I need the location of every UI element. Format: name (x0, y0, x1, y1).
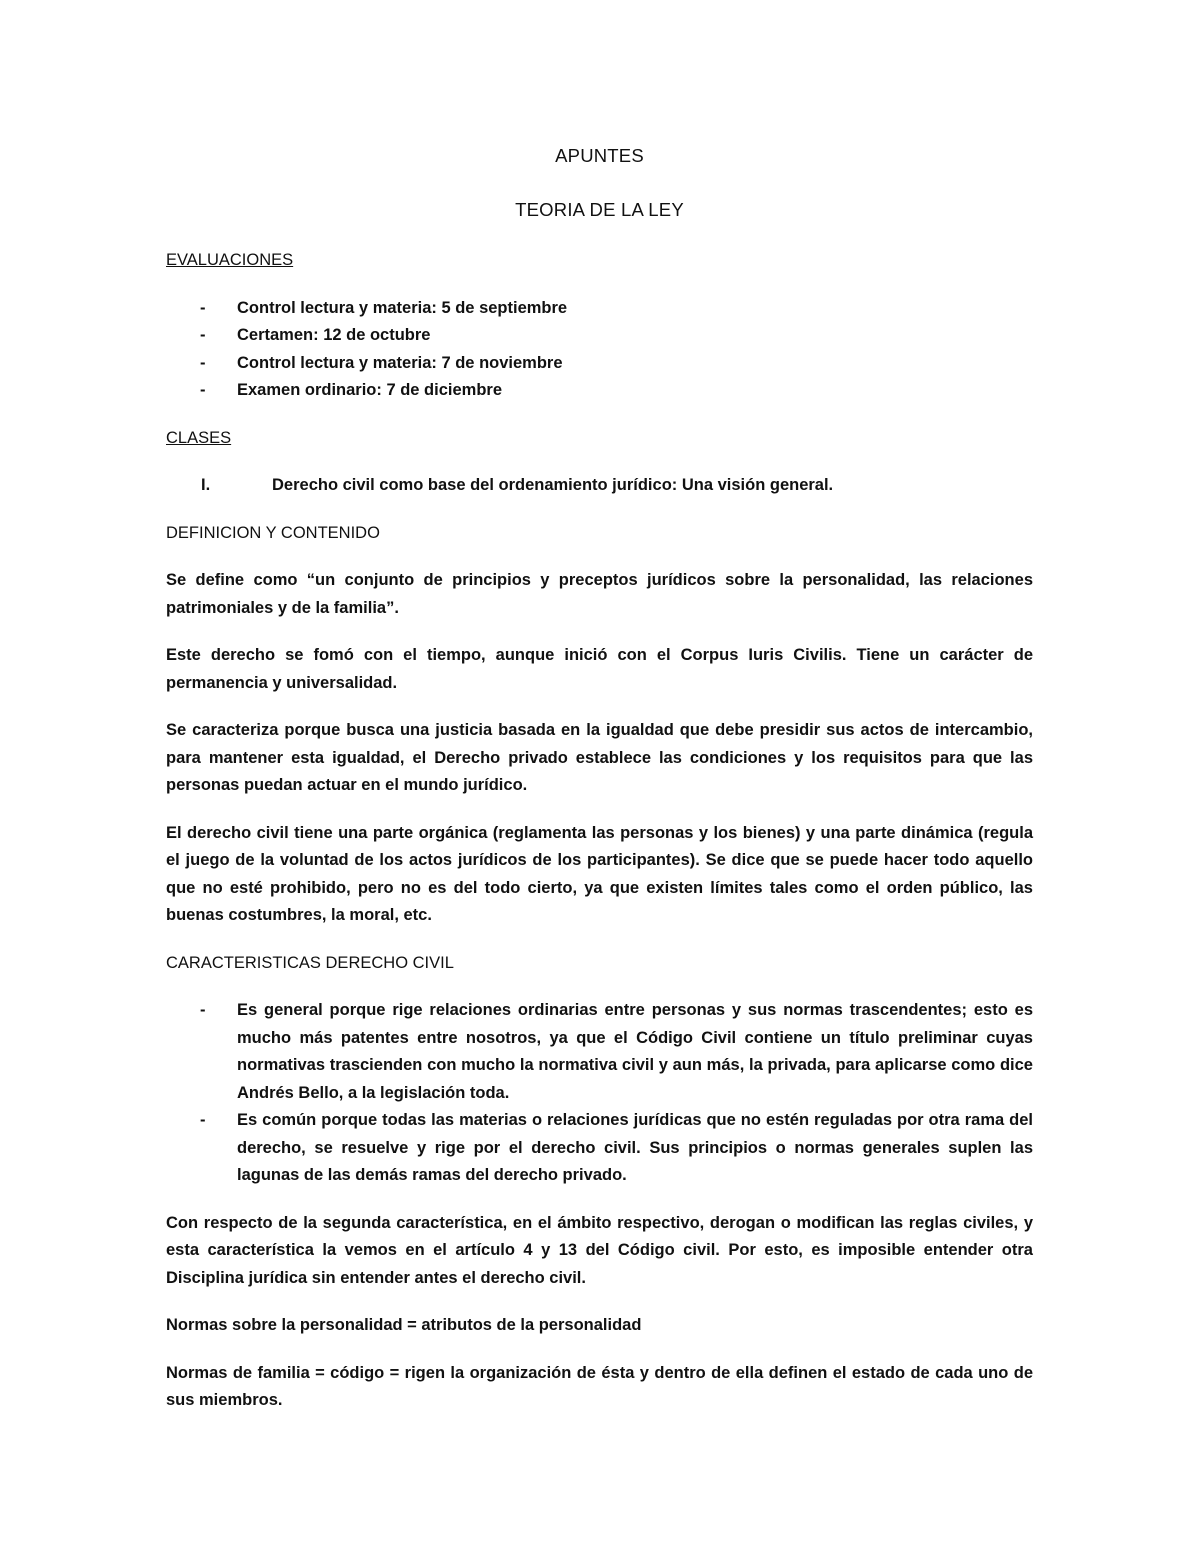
list-item (166, 322, 1033, 350)
list-item (166, 997, 1033, 1107)
list-item-text: Certamen: 12 de octubre (237, 326, 431, 344)
list-item-text: Control lectura y materia: 5 de septiembre (237, 298, 568, 317)
clase-item-text: Derecho civil como base del ordenamiento jurídico: Una visión general. (272, 476, 834, 494)
clases-heading: CLASES (166, 428, 232, 447)
paragraph-segunda-caracteristica (166, 1210, 1033, 1293)
dash-marker: - (200, 298, 206, 317)
paragraph-line: Se dice que se puede hacer todo aquello que no esté prohibido, pero no es del todo cierto, ya que existen límites tales como el orden público, las buenas costumbres, la moral, etc. (166, 851, 1033, 924)
list-item-text: Es general porque rige relaciones ordinarias entre personas y sus normas trascendentes; esto es mucho más patentes entre nosotros, ya que el Código Civil contiene un título preliminar cuyas normativas trascienden con mucho la normativa civil y aun más, la privada, para aplicarse como dice Andrés Bello, a la legislación toda. (237, 1001, 1033, 1102)
dash-marker: - (200, 326, 206, 344)
list-item-text: Control lectura y materia: 7 de noviembre (237, 353, 563, 372)
paragraph-line: Con respecto de la segunda característica, en el ámbito respectivo, derogan o modifican las reglas civiles, y esta característica la vemos en el artículo 4 y 13 del Código civil. (166, 1213, 1033, 1259)
roman-marker: I. (201, 476, 211, 494)
paragraph-line: Por esto, es imposible entender otra Disciplina jurídica sin entender antes el derecho civil. (166, 1241, 1033, 1287)
paragraph-personalidad: Normas sobre la personalidad = atributos de la personalidad (166, 1316, 642, 1334)
list-item (166, 377, 1033, 405)
list-item (166, 350, 1033, 378)
paragraph: Este derecho se fomó con el tiempo, aunque inició con el Corpus Iuris Civilis. Tiene un carácter de permanencia y universalidad. (166, 646, 1033, 692)
document-title: APUNTES (555, 145, 644, 166)
dash-marker: - (200, 1001, 206, 1019)
paragraph-familia: Normas de familia = código = rigen la organización de ésta y dentro de ella definen el estado de cada uno de sus miembros. (166, 1363, 1033, 1409)
paragraph-line: El derecho civil tiene una parte orgánica (reglamenta las personas y los bienes) y una parte dinámica (regula el juego de la voluntad de los actos jurídicos de los participantes). (166, 823, 1033, 869)
definicion-heading: DEFINICION Y CONTENIDO (166, 523, 380, 542)
paragraph: Se caracteriza porque busca una justicia basada en la igualdad que debe presidir sus actos de intercambio, para mantener esta igualdad, el Derecho privado establece las condiciones y los requisitos para que las personas puedan actuar en el mundo jurídico. (166, 721, 1033, 794)
caracteristicas-heading: CARACTERISTICAS DERECHO CIVIL (166, 953, 454, 972)
dash-marker: - (200, 353, 206, 372)
list-item-text: Es común porque todas las materias o relaciones jurídicas que no estén reguladas por otra rama del derecho, se resuelve y rige por el derecho civil. Sus principios o normas generales suplen las lagunas de las demás ramas del derecho privado. (237, 1111, 1033, 1184)
list-item-text: Examen ordinario: 7 de diciembre (237, 381, 502, 399)
paragraph: Se define como “un conjunto de principios y preceptos jurídicos sobre la personalidad, las relaciones patrimoniales y de la familia”. (166, 571, 1033, 617)
evaluaciones-heading: EVALUACIONES (166, 251, 294, 269)
document-subtitle: TEORIA DE LA LEY (515, 198, 684, 220)
dash-marker: - (200, 381, 206, 399)
evaluaciones-list (166, 295, 1033, 405)
caracteristicas-list (166, 997, 1033, 1190)
paragraph-organica-dinamica (166, 820, 1033, 930)
list-item (166, 295, 1033, 323)
clase-item (166, 472, 1033, 500)
dash-marker: - (200, 1111, 206, 1129)
list-item (166, 1107, 1033, 1190)
